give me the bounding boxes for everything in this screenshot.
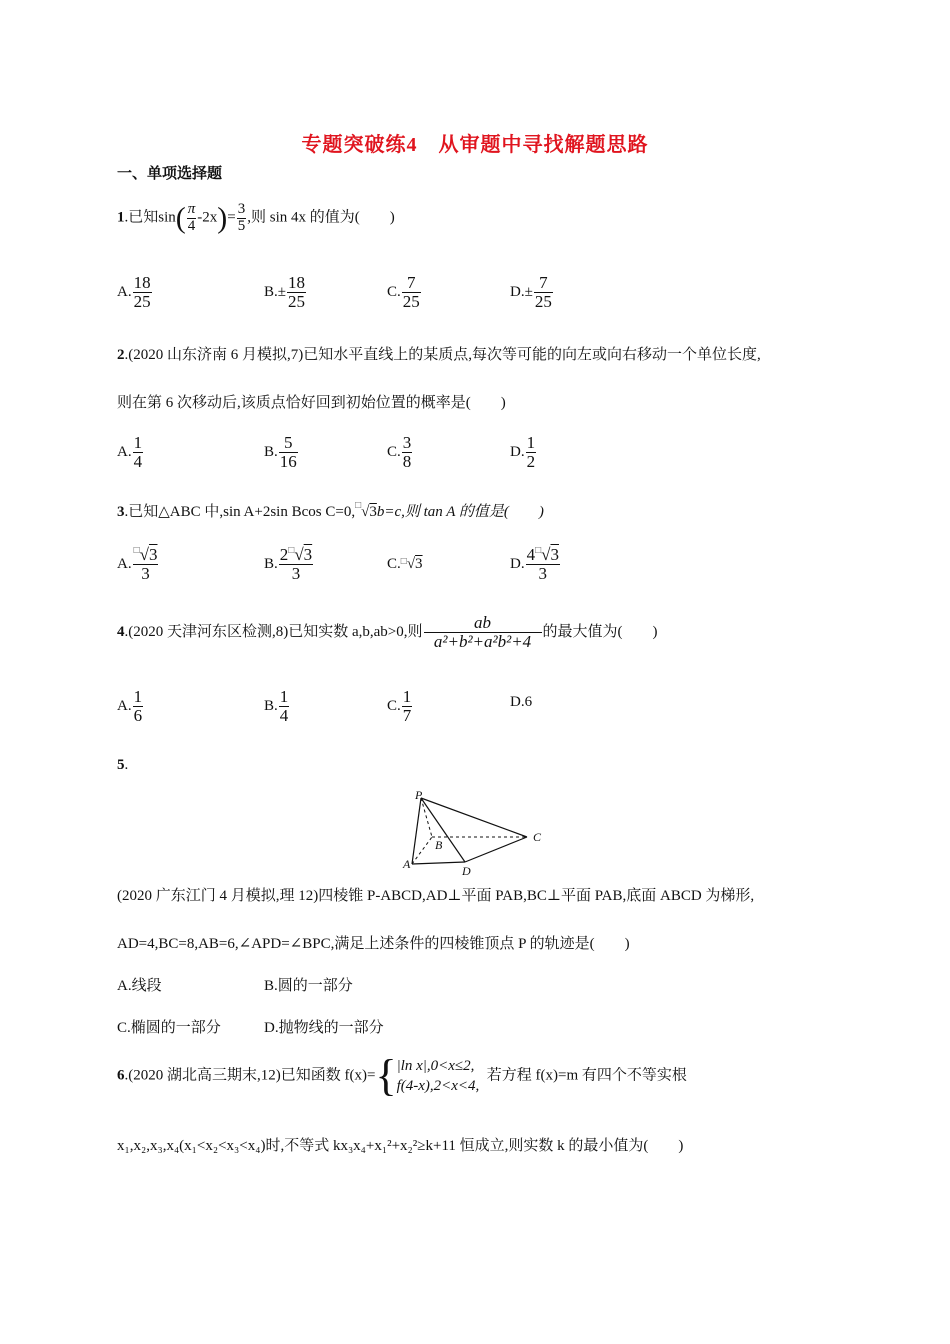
option-a[interactable]: A.线段 [117,978,162,994]
question-5-line2: AD=4,BC=8,AB=6,∠APD=∠BPC,满足上述条件的四棱锥顶点 P 的轨迹是( ) [117,936,630,952]
question-2: 2.(2020 山东济南 6 月模拟,7)已知水平直线上的某质点,每次等可能的向左或向右移动一个单位长度, [117,347,761,363]
vertex-label: B [435,838,443,852]
option-b[interactable]: B.± $\frac{18}{25}$ [264,273,305,311]
option-b[interactable]: B. $\frac{1}{4}$ [264,687,289,725]
option-c[interactable]: C. $\frac{7}{25}$ [387,273,420,311]
vertex-label: A [403,857,411,871]
vertex-label: D [462,864,471,878]
question-6: 6.(2020 湖北高三期末,12)已知函数 f(x)={|ln x|,0<x≤2, f(4-x),2<x<4, 若方程 f(x)=m 有四个不等实根 [117,1051,687,1100]
vertex-label: C [533,830,542,844]
option-b[interactable]: B. $\frac{5}{16}$ [264,433,297,471]
section-heading: 一、单项选择题 [117,166,223,182]
question-6-line2: x₁,x₂,x₃,x₄(x₁<x₂<x₃<x₄)时,不等式 kx₃x₄+x₁²+x₂²≥k+11 恒成立,则实数 k 的最小值为( ) [117,1138,684,1154]
option-d[interactable]: D. $\frac{1}{2}$ [510,433,536,471]
question-2-line2: 则在第 6 次移动后,该质点恰好回到初始位置的概率是( ) [117,395,506,411]
option-c[interactable]: C. $\frac{1}{7}$ [387,687,412,725]
pyramid-figure [400,786,560,878]
option-b[interactable]: B. $\frac{2^□√3}{3}$ [264,545,313,583]
option-d[interactable]: D. $\frac{4^□√3}{3}$ [510,545,559,583]
vertex-label: P [415,788,423,802]
question-1: 1.已知sin( $\frac{\pi}{4}$ -2x)= $\frac{3}{5}$ ,则 sin 4x 的值为( ) [117,201,395,235]
option-a[interactable]: A. $\frac{1}{4}$ [117,433,143,471]
option-d[interactable]: D.± $\frac{7}{25}$ [510,273,552,311]
option-c[interactable]: C. $\frac{3}{8}$ [387,433,412,471]
option-b[interactable]: B.圆的一部分 [264,978,353,994]
option-c[interactable]: C.椭圆的一部分 [117,1020,221,1036]
option-a[interactable]: A. $\frac{^□√3}{3}$ [117,545,158,583]
option-c[interactable]: C.□√3 [387,556,423,572]
question-number: 1 [117,209,125,226]
option-d[interactable]: D.6 [510,694,533,710]
option-d[interactable]: D.抛物线的一部分 [264,1020,384,1036]
option-a[interactable]: A. $\frac{1}{6}$ [117,687,143,725]
question-5: 5. [117,757,129,773]
option-a[interactable]: A. $\frac{18}{25}$ [117,273,151,311]
page-title: 专题突破练4 从审题中寻找解题思路 [301,134,649,156]
question-5-line1: (2020 广东江门 4 月模拟,理 12)四棱锥 P-ABCD,AD⊥平面 PAB,BC⊥平面 PAB,底面 ABCD 为梯形, [117,888,755,904]
question-4: 4.(2020 天津河东区检测,8)已知实数 a,b,ab>0,则 $\frac{ab}{\text{a²+b²+a²b²+4}}$的最大值为( ) [117,613,658,651]
question-3: 3.已知△ABC 中,sin A+2sin Bcos C=0,□√3b=c,则 tan A 的值是( ) [117,500,544,520]
